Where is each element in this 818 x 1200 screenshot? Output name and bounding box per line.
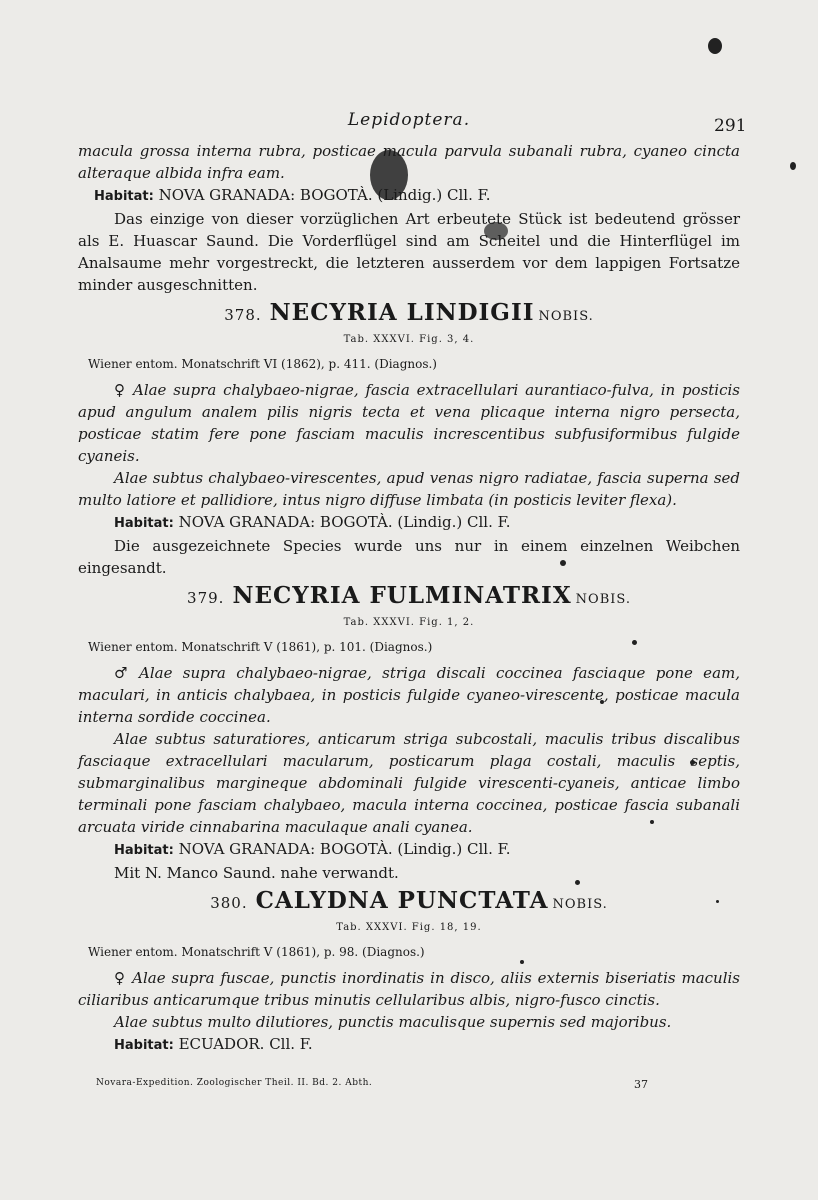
underside-description: Alae subtus chalybaeo-virescentes, apud venas nigro radiatae, fascia superna sed multo latiore et pallidiore, intus nigro diffuse limbata (in posticis leviter flexa). — [78, 469, 740, 509]
plate-reference: Tab. XXXVI. Fig. 3, 4. — [343, 334, 475, 345]
habitat-text: NOVA GRANADA: BOGOTÀ. (Lindig.) Cll. F. — [178, 840, 511, 858]
footer-series: Novara-Expedition. Zoologischer Theil. II. Bd. 2. Abth. — [96, 1078, 373, 1088]
literature-reference: Wiener entom. Monatschrift V (1861), p. 101. (Diagnos.) — [88, 640, 433, 654]
species-author: NOBIS. — [552, 897, 608, 912]
species-note: Die ausgezeichnete Species wurde uns nur in einem einzelnen Weibchen eingesandt. — [78, 537, 740, 577]
running-head: Lepidoptera. — [347, 110, 471, 130]
habitat-label: Habitat: — [114, 843, 174, 858]
plate-reference: Tab. XXXVI. Fig. 1, 2. — [343, 617, 475, 628]
intro-habitat — [94, 184, 740, 208]
species-number: 379. — [187, 589, 225, 607]
habitat-text: ECUADOR. Cll. F. — [178, 1035, 313, 1053]
upperside-description — [78, 662, 740, 728]
upperside-text: Alae supra chalybaeo-nigrae, fascia extracellulari aurantiaco-fulva, in posticis apud angulum analem pilis nigris tecta et vena plicaque interna nigro persecta, posticae statim fere pone fasciam maculis increscentibus subfusiformibus fulgide cyaneis. — [78, 381, 740, 465]
literature-reference: Wiener entom. Monatschrift VI (1862), p. 411. (Diagnos.) — [88, 357, 437, 371]
habitat-label: Habitat: — [114, 516, 174, 531]
female-symbol-icon: ♀ — [114, 381, 127, 399]
signature-mark: 37 — [634, 1078, 648, 1091]
male-symbol-icon: ♂ — [114, 664, 134, 682]
upperside-description — [78, 967, 740, 1011]
upperside-text: Alae supra chalybaeo-nigrae, striga discali coccinea fasciaque pone eam, maculari, in anticis chalybaea, in posticis fulgide cyaneo-virescente, posticae macula interna sordide coccinea. — [78, 664, 740, 726]
intro-latin: macula grossa interna rubra, posticae macula parvula subanali rubra, cyaneo cincta alteraque albida infra eam. — [78, 142, 740, 182]
species-number: 380. — [210, 894, 248, 912]
species-name: NECYRIA FULMINATRIX — [232, 582, 572, 609]
species-author: NOBIS. — [538, 309, 594, 324]
species-name: NECYRIA LINDIGII — [269, 299, 535, 326]
species-heading — [78, 582, 740, 611]
ink-speck — [708, 38, 722, 54]
habitat-label: Habitat: — [94, 189, 154, 204]
female-symbol-icon: ♀ — [114, 969, 127, 987]
upperside-description — [78, 379, 740, 467]
species-number: 378. — [224, 306, 262, 324]
species-note: Mit N. Manco Saund. nahe verwandt. — [114, 864, 399, 882]
habitat-text: NOVA GRANADA: BOGOTÀ. (Lindig.) Cll. F. — [178, 513, 511, 531]
underside-description: Alae subtus saturatiores, anticarum striga subcostali, maculis tribus discalibus fasciaque extracellulari macularum, posticarum plaga costali, maculis septis, submarginalibus margineque abdominali fulgide virescenti-cyaneis, anticae limbo terminali pone fasciam chalybaeo, macula interna coccinea, posticae fascia subanali arcuata viride cinnabarina maculaque anali cyanea. — [78, 730, 740, 836]
species-habitat — [78, 838, 740, 862]
habitat-label: Habitat: — [114, 1038, 174, 1053]
page-body — [78, 140, 740, 1057]
page-number: 291 — [714, 116, 747, 136]
species-heading — [78, 299, 740, 328]
intro-german: Das einzige von dieser vorzüglichen Art erbeutete Stück ist bedeutend grösser als E. Huascar Saund. Die Vorderflügel sind am Scheitel und die Hinterflügel im Analsaume mehr vorgestreckt, die letzteren ausserdem vor dem lappigen Fortsatze minder ausgeschnitten. — [78, 210, 740, 294]
ink-speck — [790, 162, 796, 170]
habitat-text: NOVA GRANADA: BOGOTÀ. (Lindig.) Cll. F. — [158, 186, 491, 204]
plate-reference: Tab. XXXVI. Fig. 18, 19. — [336, 922, 482, 933]
species-heading — [78, 887, 740, 916]
species-habitat — [78, 511, 740, 535]
species-author: NOBIS. — [575, 592, 631, 607]
literature-reference: Wiener entom. Monatschrift V (1861), p. 98. (Diagnos.) — [88, 945, 425, 959]
underside-description: Alae subtus multo dilutiores, punctis maculisque supernis sed majoribus. — [114, 1013, 672, 1031]
upperside-text: Alae supra fuscae, punctis inordinatis in disco, aliis externis biseriatis maculis ciliaribus anticarumque tribus minutis cellularibus albis, nigro-fusco cinctis. — [78, 969, 741, 1009]
species-name: CALYDNA PUNCTATA — [255, 887, 549, 914]
species-habitat — [78, 1033, 740, 1057]
